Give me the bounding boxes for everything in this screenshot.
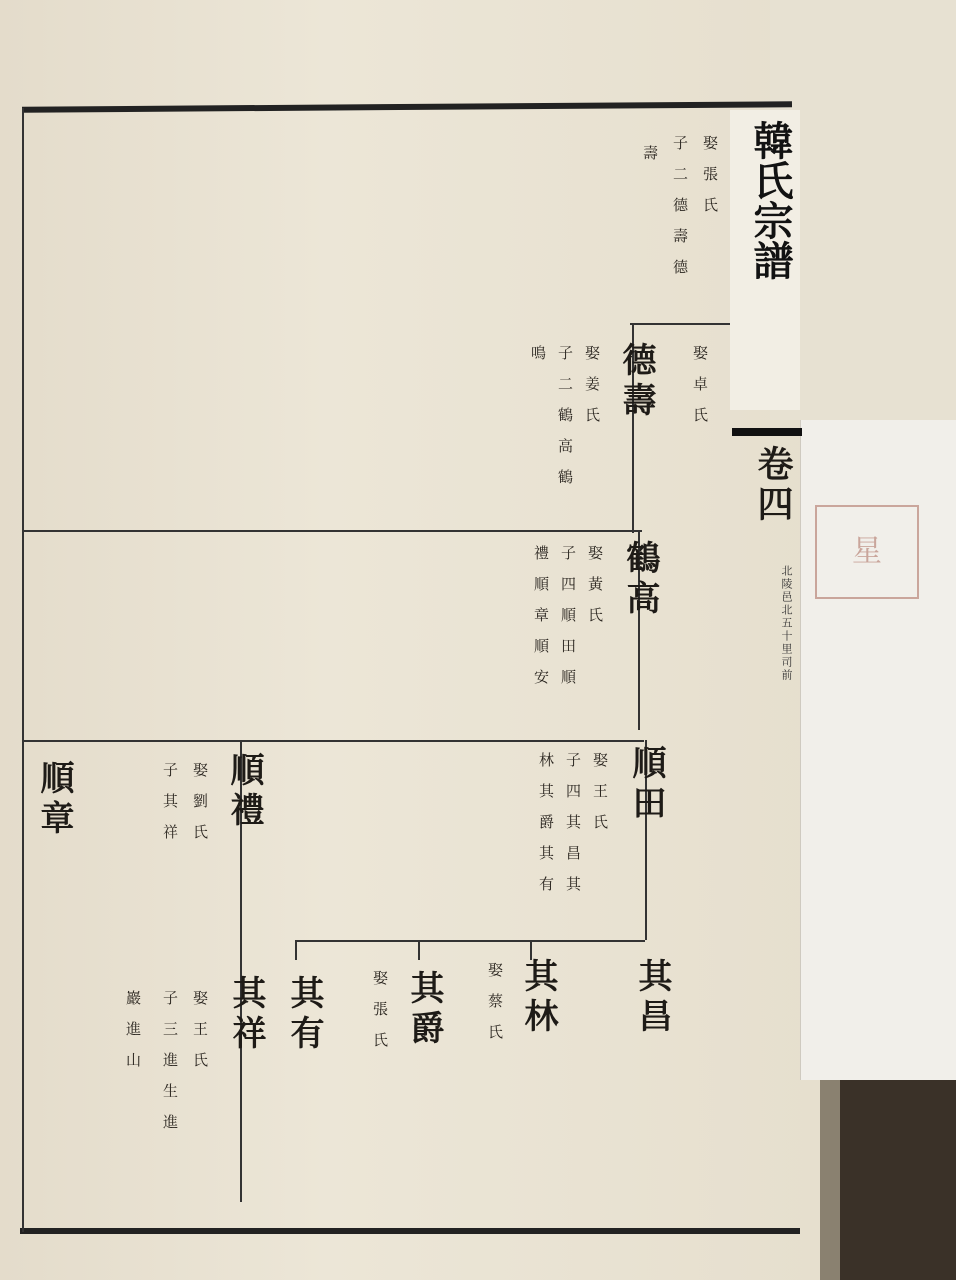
connector-line [630, 323, 730, 325]
connector-line [418, 940, 420, 960]
person-name: 德壽 [616, 342, 656, 422]
person-note: 娶劉氏 [191, 762, 209, 855]
person-name: 鶴高 [620, 540, 660, 620]
person-note: 子二鶴高鶴 [556, 345, 574, 500]
red-stamp: 星 [815, 505, 919, 599]
title-bar [732, 428, 802, 436]
top-note-2: 子二德壽德 [671, 135, 689, 290]
connector-line [295, 940, 297, 960]
frame-bottom-border [20, 1228, 800, 1234]
person-name: 其林 [518, 958, 558, 1038]
person-note: 子其祥 [161, 762, 179, 855]
person-note: 巖進山 [124, 990, 142, 1083]
person-name: 順章 [34, 760, 74, 840]
person-name: 其昌 [632, 958, 672, 1038]
volume-label: 卷四 [752, 445, 794, 525]
person-note: 娶黃氏 [586, 545, 604, 638]
person-note: 禮順章順安 [532, 545, 550, 700]
person-note: 鳴 [529, 345, 547, 376]
connector-line [295, 940, 645, 942]
volume-note: 北陵邑北五十里司前 [780, 565, 793, 682]
row-divider [22, 530, 642, 532]
person-note: 娶蔡氏 [486, 962, 504, 1055]
person-note: 子四順田順 [559, 545, 577, 700]
frame-left-border [22, 108, 24, 1232]
person-note: 娶張氏 [371, 970, 389, 1063]
connector-line [530, 940, 532, 960]
person-note: 娶王氏 [591, 752, 609, 845]
person-name: 順禮 [224, 752, 264, 832]
top-note-3: 壽 [641, 145, 659, 176]
person-name: 順田 [626, 745, 666, 825]
person-note: 子四其昌其 [564, 752, 582, 907]
top-note-1: 娶張氏 [701, 135, 719, 228]
person-note: 娶王氏 [191, 990, 209, 1083]
person-note: 娶卓氏 [691, 345, 709, 438]
table-corner [840, 1080, 956, 1280]
person-name: 其爵 [404, 970, 444, 1050]
book-title: 韓氏宗譜 [747, 120, 794, 280]
person-name: 其祥 [226, 975, 266, 1055]
person-note: 子三進生進 [161, 990, 179, 1145]
person-note: 林其爵其有 [537, 752, 555, 907]
row-divider [22, 740, 644, 742]
person-name: 其有 [284, 975, 324, 1055]
person-note: 娶姜氏 [583, 345, 601, 438]
